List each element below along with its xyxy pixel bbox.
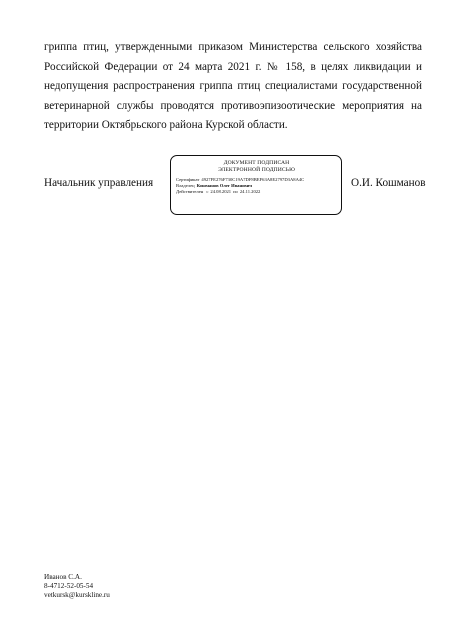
stamp-heading-1: ДОКУМЕНТ ПОДПИСАН	[223, 160, 290, 166]
footer-author: Иванов С.А.	[44, 573, 82, 581]
main-paragraph	[44, 38, 422, 136]
stamp-valid-label: Действителен	[176, 189, 204, 195]
paragraph-line: территории Октябрьского района Курской области.	[44, 119, 288, 131]
footer-phone: 8-4712-52-05-54	[44, 582, 94, 590]
stamp-validity-row	[176, 189, 337, 195]
signer-position: Начальник управления	[44, 177, 154, 189]
footer-contact	[44, 573, 110, 600]
stamp-certificate-value: 4927FE276F730C19A7DF8BEF63A8E2797D3A8A4C	[201, 176, 305, 182]
paragraph-line: Российской Федерации от 24 марта 2021 г. № 158, в целях ликвидации и	[44, 60, 422, 73]
electronic-signature-stamp	[170, 155, 342, 215]
stamp-owner-value: Кошманов Олег Иванович	[196, 182, 253, 188]
signer-name: О.И. Кошманов	[351, 177, 426, 189]
stamp-valid-from-prefix: с	[206, 189, 209, 195]
stamp-valid-to: 24.11.2022	[239, 189, 261, 195]
stamp-valid-from: 24.08.2021	[210, 189, 232, 195]
paragraph-line: недопущения распространения гриппа птиц специалистами государственной	[44, 80, 422, 92]
paragraph-line: ветеринарной службы проводятся противоэпизоотические мероприятия на	[44, 99, 422, 112]
stamp-owner-label: Владелец	[176, 182, 195, 188]
paragraph-line: гриппа птиц, утвержденными приказом Министерства сельского хозяйства	[44, 41, 422, 53]
stamp-valid-to-prefix: по	[233, 189, 238, 195]
footer-email: vetkursk@kurskline.ru	[44, 591, 110, 599]
stamp-heading-2: ЭЛЕКТРОННОЙ ПОДПИСЬЮ	[218, 166, 295, 173]
stamp-certificate-label: Сертификат	[176, 176, 200, 182]
